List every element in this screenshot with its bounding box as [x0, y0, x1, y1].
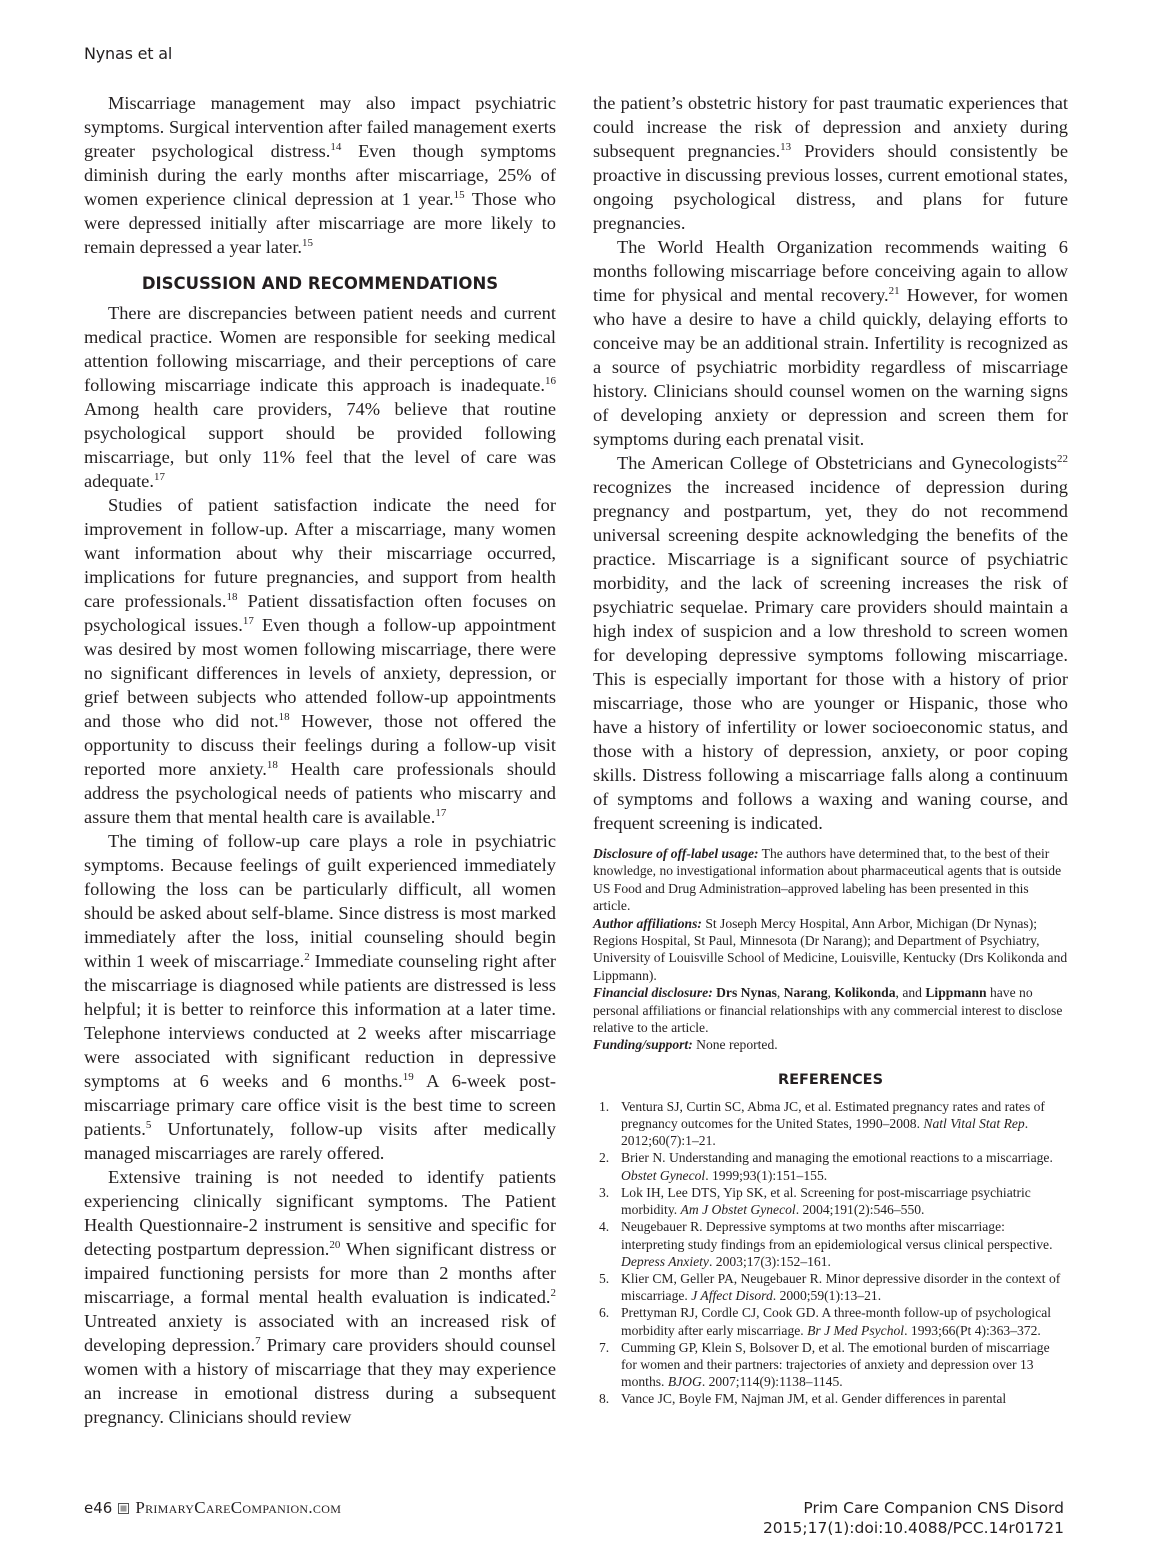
- reference-item[interactable]: 8. Vance JC, Boyle FM, Najman JM, et al. Gender differences in parental: [599, 1391, 1007, 1407]
- citation-ref[interactable]: 21: [888, 285, 900, 297]
- author-affiliations: Author affiliations: St Joseph Mercy Hospital, Ann Arbor, Michigan (Dr Nynas); Regions Hospital, St Paul, Minnesota (Dr Narang); and Department of Psychiatry, University of Louisville School of Medicine, Louisville, Kentucky (Drs Kolikonda and Lippmann).: [593, 915, 1068, 983]
- citation-ref[interactable]: 5: [145, 1119, 152, 1131]
- reference-item[interactable]: 2. Brier N. Understanding and managing the emotional reactions to a miscarriage. Obstet Gynecol. 1999;93(1):151–155.: [599, 1150, 1053, 1183]
- journal-name: Prim Care Companion CNS Disord: [803, 1499, 1064, 1517]
- body-paragraph: the patient’s obstetric history for past traumatic experiences that could increase the risk of depression and anxiety during subsequent pregnancies.$^{13}$ Providers should consistently be proactive in discussing previous losses, current emotional states, ongoing psychological distress, and plans for future pregnancies.: [593, 93, 1068, 233]
- doi-citation[interactable]: 2015;17(1):doi:10.4088/PCC.14r01721: [762, 1519, 1064, 1537]
- right-column: [593, 91, 1068, 1408]
- financial-disclosure: Financial disclosure: Drs Nynas, Narang, Kolikonda, and Lippmann have no personal affiliations or financial relationships with any commercial interest to disclose relative to the article.: [593, 985, 1063, 1036]
- citation-ref[interactable]: 13: [780, 141, 792, 153]
- reference-item[interactable]: 3. Lok IH, Lee DTS, Yip SK, et al. Screening for post-miscarriage psychiatric morbidity. Am J Obstet Gynecol. 2004;191(2):546–550.: [599, 1184, 1031, 1218]
- reference-item[interactable]: 1. Ventura SJ, Curtin SC, Abma JC, et al. Estimated pregnancy rates and rates of pregnancy outcomes for the United States, 1990–2008. Natl Vital Stat Rep. 2012;60(7):1–21.: [599, 1098, 1045, 1149]
- body-paragraph: The timing of follow-up care plays a role in psychiatric symptoms. Because feelings of guilt experienced immediately following the loss can be particularly difficult, all women should be asked about self-blame. Since distress is most marked immediately after the loss, initial counseling should begin within 1 week of miscarriage.$^2$ Immediate counseling right after the miscarriage is diagnosed while patients are distressed is less helpful; it is better to reinforce this information at a later time. Telephone interviews conducted at 2 weeks after miscarriage were associated with significant reduction in depressive symptoms at 6 weeks and 6 months.$^{19}$ A 6-week post-miscarriage primary care office visit is the best time to screen patients.$^5$ Unfortunately, follow-up visits after medically managed miscarriages are rarely offered.: [84, 831, 556, 1163]
- body-paragraph: The American College of Obstetricians and Gynecologists$^{22}$ recognizes the increased incidence of depression during pregnancy and postpartum, yet, they do not recommend universal screening despite acknowledging the benefits of the practice. Miscarriage is a significant source of psychiatric morbidity, and the lack of screening increases the risk of psychiatric sequelae. Primary care providers should maintain a high index of suspicion and a low threshold to screen women for developing depressive symptoms following miscarriage. This is especially important for those with a history of prior miscarriage, those who are younger or Hispanic, those who have a history of infertility or lower socioeconomic status, and those with a history of depression, anxiety, or poor coping skills. Distress following a miscarriage falls along a continuum of symptoms and follows a waxing and waning course, and frequent screening is indicated.: [593, 453, 1068, 833]
- footer-citation: [763, 1498, 1064, 1538]
- reference-item[interactable]: 7. Cumming GP, Klein S, Bolsover D, et al. The emotional burden of miscarriage for women and their partners: trajectories of anxiety and depression over 13 months. BJOG. 2007;114(9):1138–1145.: [599, 1339, 1050, 1390]
- citation-ref[interactable]: 19: [402, 1071, 414, 1083]
- citation-ref[interactable]: 15: [453, 189, 465, 201]
- article-notes: [593, 845, 1068, 1054]
- citation-ref[interactable]: 2: [304, 951, 310, 963]
- body-paragraph: Studies of patient satisfaction indicate the need for improvement in follow-up. After a miscarriage, many women want information about why their miscarriage occurred, implications for future pregnancies, and support from health care professionals.$^{18}$ Patient dissatisfaction often focuses on psychological issues.$^{17}$ Even though a follow-up appointment was desired by most women following miscarriage, there were no significant differences in levels of anxiety, depression, or grief between subjects who attended follow-up appointments and those who did not.$^{18}$ However, those not offered the opportunity to discuss their feelings during a follow-up visit reported more anxiety.$^{18}$ Health care professionals should address the psychological needs of patients who miscarry and assure them that mental health care is available.$^{17}$: [84, 495, 556, 827]
- references-heading: REFERENCES: [777, 1071, 884, 1088]
- citation-ref[interactable]: 15: [302, 237, 314, 249]
- citation-ref[interactable]: 17: [242, 615, 254, 627]
- body-paragraph: The World Health Organization recommends waiting 6 months following miscarriage before conceiving again to allow time for physical and mental recovery.$^{21}$ However, for women who have a desire to have a child quickly, delaying efforts to conceive may be an additional strain. Infertility is recognized as a source of psychiatric morbidity regardless of miscarriage history. Clinicians should counsel women on the warning signs of developing anxiety or depression and screen them for symptoms during each prenatal visit.: [593, 237, 1068, 449]
- body-paragraph: There are discrepancies between patient needs and current medical practice. Women are responsible for seeking medical attention following miscarriage, and their perceptions of care following miscarriage indicate this approach is inadequate.$^{16}$ Among health care providers, 74% believe that routine psychological support should be provided following miscarriage, but only 11% feel that the level of care was adequate.$^{17}$: [84, 303, 556, 491]
- citation-ref[interactable]: 18: [278, 711, 290, 723]
- citation-ref[interactable]: 14: [330, 141, 342, 153]
- page-number: e46: [84, 1499, 113, 1517]
- body-paragraph: Extensive training is not needed to identify patients experiencing clinically significant symptoms. The Patient Health Questionnaire-2 instrument is sensitive and specific for detecting postpartum depression.$^{20}$ When significant distress or impaired functioning persists for more than 2 months after miscarriage, a formal mental health evaluation is indicated.$^2$ Untreated anxiety is associated with an increased risk of developing depression.$^7$ Primary care providers should counsel women with a history of miscarriage that they may experience an increase in emotional distress during a subsequent pregnancy. Clinicians should review: [84, 1167, 556, 1427]
- citation-ref[interactable]: 18: [266, 759, 278, 771]
- citation-ref[interactable]: 16: [545, 375, 556, 387]
- reference-item[interactable]: 6. Prettyman RJ, Cordle CJ, Cook GD. A three-month follow-up of psychological morbidity after early miscarriage. Br J Med Psychol. 1993;66(Pt 4):363–372.: [599, 1305, 1052, 1338]
- left-column: [84, 91, 556, 1429]
- square-bullet-icon: [118, 1503, 129, 1514]
- section-heading: DISCUSSION AND RECOMMENDATIONS: [141, 274, 499, 293]
- running-head: Nynas et al: [84, 44, 173, 63]
- body-paragraph: Miscarriage management may also impact psychiatric symptoms. Surgical intervention after failed management exerts greater psychological distress.$^{14}$ Even though symptoms diminish during the early months after miscarriage, 25% of women experience clinical depression at 1 year.$^{15}$ Those who were depressed initially after miscarriage are more likely to remain depressed a year later.$^{15}$: [84, 93, 556, 257]
- website-link[interactable]: PrimaryCareCompanion.com: [135, 1498, 342, 1517]
- reference-item[interactable]: 5. Klier CM, Geller PA, Neugebauer R. Minor depressive disorder in the context of miscarriage. J Affect Disord. 2000;59(1):13–21.: [599, 1270, 1061, 1304]
- references-list: [593, 1098, 1068, 1408]
- citation-ref[interactable]: 17: [153, 471, 165, 483]
- funding-support: Funding/support: None reported.: [593, 1037, 778, 1053]
- citation-ref[interactable]: 7: [255, 1335, 261, 1347]
- citation-ref[interactable]: 18: [226, 591, 238, 603]
- citation-ref[interactable]: 2: [550, 1287, 556, 1299]
- footer-left: [84, 1498, 341, 1518]
- reference-item[interactable]: 4. Neugebauer R. Depressive symptoms at two months after miscarriage: interpreting study findings from an epidemiological versus clinical perspective. Depress Anxiety. 2003;17(3):152–161.: [599, 1219, 1053, 1269]
- citation-ref[interactable]: 17: [435, 807, 447, 819]
- offlabel-disclosure: Disclosure of off-label usage: The authors have determined that, to the best of their knowledge, no investigational information about pharmaceutical agents that is outside US Food and Drug Administration–approved labeling has been presented in this article.: [593, 846, 1062, 914]
- citation-ref[interactable]: 22: [1057, 453, 1068, 465]
- citation-ref[interactable]: 20: [329, 1239, 341, 1251]
